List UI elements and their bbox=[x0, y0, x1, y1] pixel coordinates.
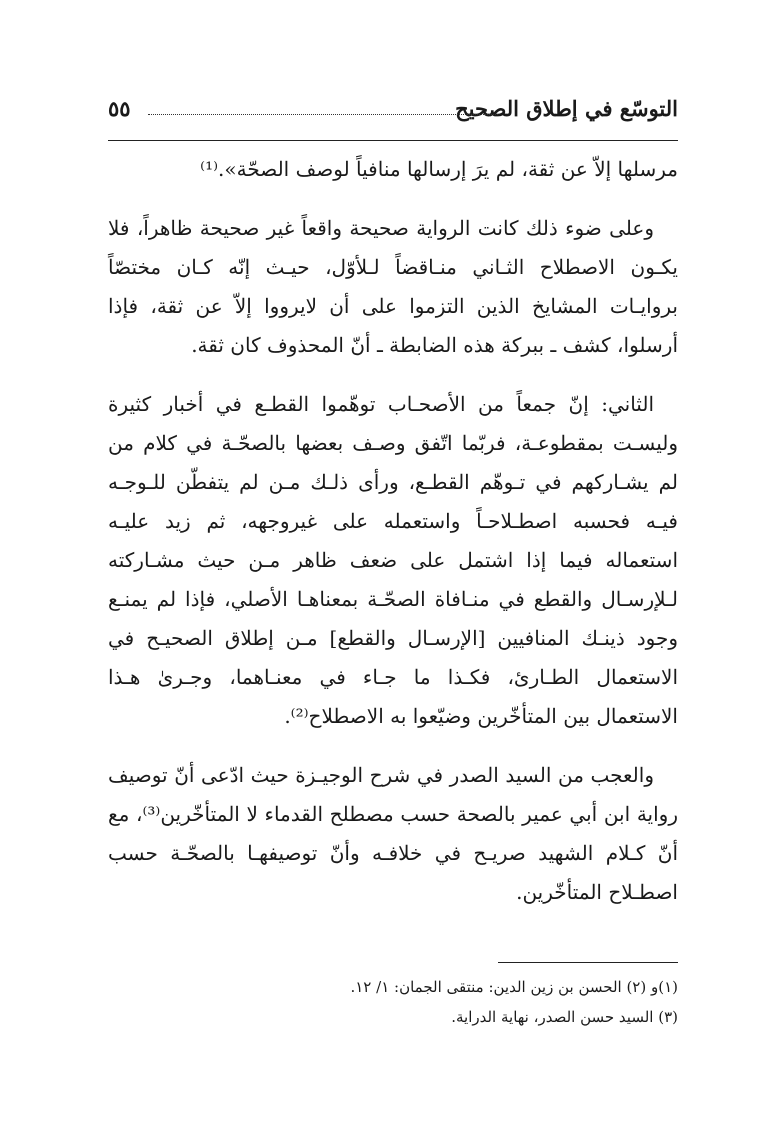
footnote: (٣) السيد حسن الصدر، نهاية الدراية. bbox=[451, 1008, 678, 1026]
main-text bbox=[108, 150, 678, 932]
paragraph: وعلى ضوء ذلك كانت الرواية صحيحة واقعاً غير صحيحة ظاهراً، فلا يكـون الاصطلاح الثـاني منـاقضاً لـلأوّل، حيـث إنّه كـان مختصّاً بروايـات المشايخ الذين التزموا على أن لايرووا إلاّ عن ثقة، فإذا أرسلوا، كشف ـ ببركة هذه الضابطة ـ أنّ المحذوف كان ثقة. bbox=[108, 216, 678, 357]
paragraph: الثاني: إنّ جمعاً من الأصحـاب توهّموا القطـع في أخبار كثيرة وليسـت بمقطوعـة، فربّما اتّفق وصـف بعضها بالصحّـة في كلام من لم يشـاركهم في تـوهّم القطـع، ورأى ذلـك مـن لم يتفطّن للـوجـه فيـه فحسبه اصطـلاحـاً واستعمله على غيروجهه، ثم زيد عليـه استعماله فيما إذا اشتمل على ضعف ظاهر مـن حيث مشـاركته لـلإرسـال والقطع في منـافاة الصحّـة بمعناهـا الأصلي، فإذا لم يمنـع وجود ذينـك المنافيين [الإرسـال والقطع] مـن إطلاق الصحيـح في الاستعمال الطـارئ، فكـذا ما جـاء في معنـاهما، وجـرىٰ هـذا الاستعمال بين المتأخّرين وضيّعوا به الاصطلاح⁽²⁾. bbox=[108, 392, 678, 728]
header-rule bbox=[108, 140, 678, 141]
footnote: (١)و (٢) الحسن بن زين الدين: منتقى الجمان: ١/ ١٢. bbox=[350, 978, 678, 996]
paragraph-continuation: مرسلها إلاّ عن ثقة، لم يرَ إرسالها منافياً لوصف الصحّة».⁽¹⁾ bbox=[200, 157, 678, 181]
header-dotted-leader bbox=[148, 114, 498, 115]
footnote-separator bbox=[498, 962, 678, 963]
running-title: التوسّع في إطلاق الصحيح bbox=[455, 96, 678, 121]
running-header bbox=[108, 92, 678, 132]
paragraph: والعجب من السيد الصدر في شرح الوجيـزة حيث ادّعى أنّ توصيف رواية ابن أبي عمير بالصحة حسب مصطلح القدماء لا المتأخّرين⁽³⁾، مع أنّ كـلام الشهيد صريـح في خلافـه وأنّ توصيفهـا بالصحّـة حسب اصطـلاح المتأخّرين. bbox=[108, 763, 678, 904]
footnotes bbox=[108, 972, 678, 1032]
page-number: ٥٥ bbox=[108, 96, 131, 121]
